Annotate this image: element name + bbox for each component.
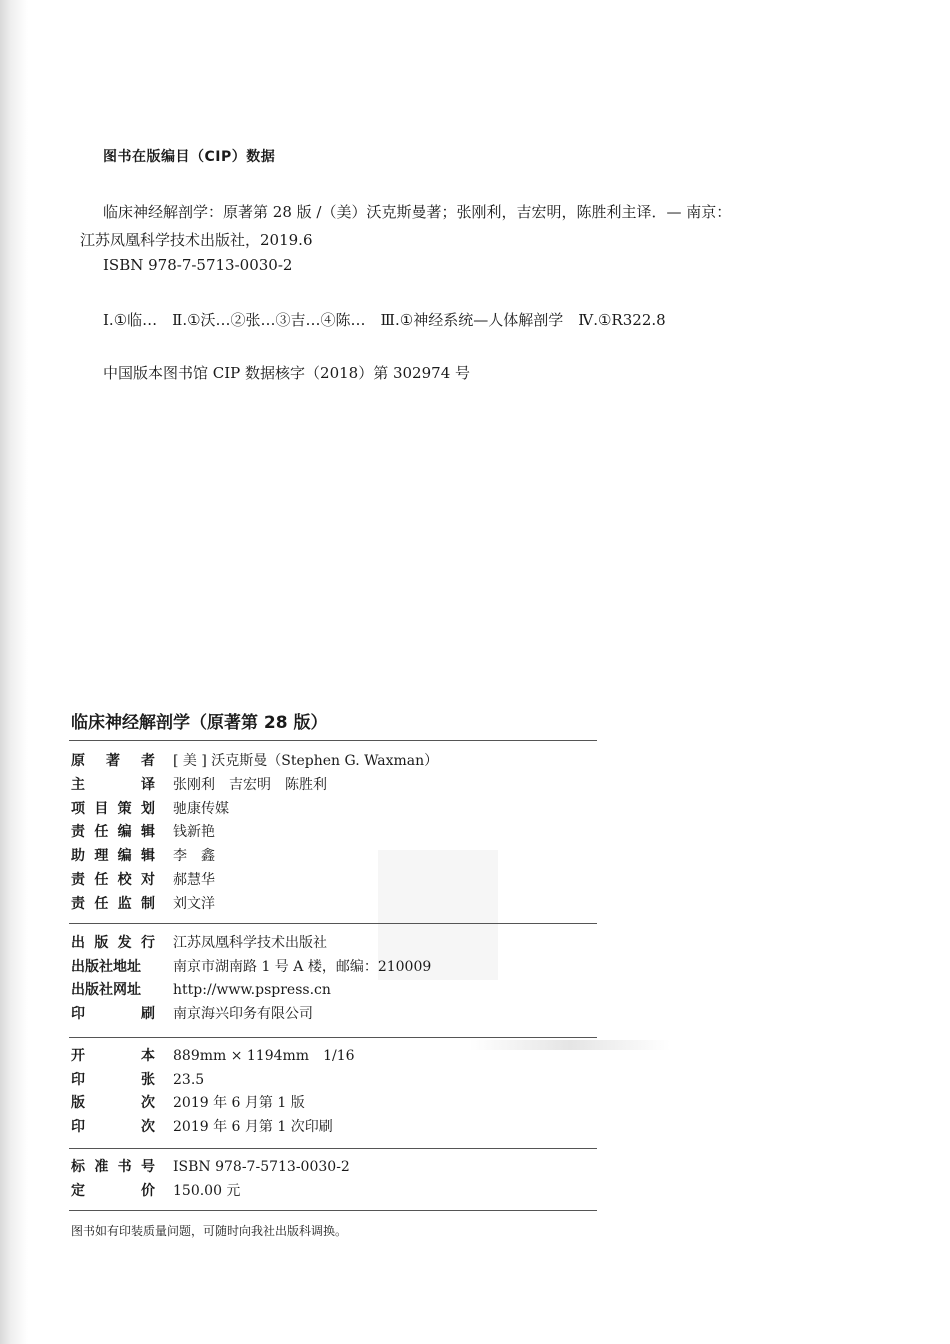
label-char: 任 xyxy=(94,824,109,841)
label-char: 著 xyxy=(106,753,120,769)
divider xyxy=(69,1210,597,1211)
label-char: 辑 xyxy=(140,848,155,865)
colophon-label xyxy=(71,1181,155,1201)
label-char: 助 xyxy=(71,848,85,865)
page-edge-shadow xyxy=(0,0,28,1344)
label-char: 理 xyxy=(94,848,109,865)
colophon-value: 2019 年 6 月第 1 次印刷 xyxy=(173,1118,333,1135)
label-char: 出 xyxy=(71,935,85,951)
label-char: 印 xyxy=(71,1071,85,1088)
cip-heading: 图书在版编目（CIP）数据 xyxy=(103,149,276,165)
colophon-row xyxy=(71,775,597,797)
cip-citation-line-2: 江苏凤凰科学技术出版社，2019.6 xyxy=(80,231,313,249)
label-char: 划 xyxy=(140,800,155,817)
label-char: 任 xyxy=(94,895,109,912)
label-char: 编 xyxy=(117,824,132,841)
label-char: 标 xyxy=(71,1159,85,1175)
label-char: 定 xyxy=(71,1182,85,1199)
colophon-label xyxy=(71,775,155,795)
colophon-row xyxy=(71,1157,597,1179)
label-char: 价 xyxy=(141,1182,155,1199)
label-char: 译 xyxy=(141,776,155,793)
colophon-row xyxy=(71,933,597,955)
colophon-row xyxy=(71,1181,597,1203)
label-char: 张 xyxy=(141,1071,155,1088)
label-char: 版 xyxy=(71,1095,85,1111)
colophon-value: 钱新艳 xyxy=(173,824,215,841)
colophon-label xyxy=(71,1070,155,1090)
label-char: 次 xyxy=(141,1118,155,1135)
label-char: 刷 xyxy=(141,1005,155,1022)
colophon-row xyxy=(71,980,597,1002)
colophon-row xyxy=(71,751,597,773)
colophon-label xyxy=(71,957,155,977)
label-char: 号 xyxy=(140,1159,155,1175)
colophon-value: 张刚利 吉宏明 陈胜利 xyxy=(173,776,327,793)
label-char: 编 xyxy=(117,848,132,865)
label-char: 印 xyxy=(71,1118,85,1135)
divider xyxy=(69,1037,597,1038)
colophon-label xyxy=(71,1117,155,1137)
label-char: 责 xyxy=(71,872,85,888)
label-char: 出版社地址 xyxy=(71,958,141,975)
cip-record-number: 中国版本图书馆 CIP 数据核字（2018）第 302974 号 xyxy=(103,364,471,382)
colophon-value: [ 美 ] 沃克斯曼（Stephen G. Waxman） xyxy=(173,753,439,769)
colophon-label xyxy=(71,894,155,914)
colophon-value: 郝慧华 xyxy=(173,872,215,888)
colophon-value: http://www.pspress.cn xyxy=(173,982,331,998)
cip-citation-line-1: 临床神经解剖学：原著第 28 版 /（美）沃克斯曼著；张刚利，吉宏明，陈胜利主译．— 南京： xyxy=(103,203,732,221)
colophon-value: 889mm × 1194mm 1/16 xyxy=(173,1048,355,1064)
label-char: 责 xyxy=(71,824,85,841)
colophon-value: 23.5 xyxy=(173,1071,205,1088)
colophon-label xyxy=(71,980,155,1000)
label-char: 开 xyxy=(71,1048,85,1064)
label-char: 制 xyxy=(140,895,155,912)
colophon-row xyxy=(71,799,597,821)
label-char: 目 xyxy=(94,800,109,817)
divider xyxy=(69,740,597,741)
label-char: 辑 xyxy=(140,824,155,841)
colophon-value: ISBN 978-7-5713-0030-2 xyxy=(173,1159,350,1175)
colophon-row xyxy=(71,846,597,868)
colophon-value: 150.00 元 xyxy=(173,1182,241,1199)
colophon-value: 南京市湖南路 1 号 A 楼，邮编：210009 xyxy=(173,958,432,975)
divider xyxy=(69,923,597,924)
label-char: 版 xyxy=(94,935,109,951)
label-char: 印 xyxy=(71,1005,85,1022)
cip-isbn: ISBN 978-7-5713-0030-2 xyxy=(103,256,293,274)
colophon-row xyxy=(71,870,597,892)
colophon-row xyxy=(71,822,597,844)
colophon-value: 李 鑫 xyxy=(173,848,215,865)
colophon-value: 驰康传媒 xyxy=(173,800,229,817)
colophon-value: 刘文洋 xyxy=(173,895,215,912)
label-char: 主 xyxy=(71,776,85,793)
label-char: 次 xyxy=(141,1095,155,1111)
colophon-label xyxy=(71,1157,155,1177)
label-char: 任 xyxy=(94,872,109,888)
label-char: 者 xyxy=(141,753,155,769)
label-char: 责 xyxy=(71,895,85,912)
colophon-label xyxy=(71,933,155,953)
book-title: 临床神经解剖学（原著第 28 版） xyxy=(71,713,328,733)
colophon-row xyxy=(71,1117,597,1139)
label-char: 本 xyxy=(141,1048,155,1064)
colophon-label xyxy=(71,799,155,819)
colophon-value: 南京海兴印务有限公司 xyxy=(173,1005,313,1022)
label-char: 对 xyxy=(140,872,155,888)
cip-classification: Ⅰ.①临… Ⅱ.①沃…②张…③吉…④陈… Ⅲ.①神经系统—人体解剖学 Ⅳ.①R322.8 xyxy=(103,311,666,329)
label-char: 监 xyxy=(117,895,132,912)
colophon-row xyxy=(71,1046,597,1068)
label-char: 出版社网址 xyxy=(71,982,141,998)
colophon-row xyxy=(71,1004,597,1026)
divider xyxy=(69,1148,597,1149)
label-char: 书 xyxy=(117,1159,132,1175)
colophon-label xyxy=(71,870,155,890)
quality-notice: 图书如有印装质量问题，可随时向我社出版科调换。 xyxy=(71,1224,348,1238)
colophon-label xyxy=(71,1004,155,1024)
label-char: 校 xyxy=(117,872,132,888)
colophon-value: 2019 年 6 月第 1 版 xyxy=(173,1095,305,1111)
colophon-label xyxy=(71,1093,155,1113)
label-char: 原 xyxy=(71,753,85,769)
colophon-label xyxy=(71,751,155,771)
colophon-label xyxy=(71,846,155,866)
label-char: 准 xyxy=(94,1159,109,1175)
label-char: 策 xyxy=(117,800,132,817)
label-char: 项 xyxy=(71,800,85,817)
colophon-value: 江苏凤凰科学技术出版社 xyxy=(173,935,327,951)
label-char: 发 xyxy=(117,935,132,951)
colophon-label xyxy=(71,1046,155,1066)
colophon-row xyxy=(71,1070,597,1092)
colophon-row xyxy=(71,957,597,979)
colophon-row xyxy=(71,1093,597,1115)
colophon-row xyxy=(71,894,597,916)
colophon-label xyxy=(71,822,155,842)
label-char: 行 xyxy=(140,935,155,951)
